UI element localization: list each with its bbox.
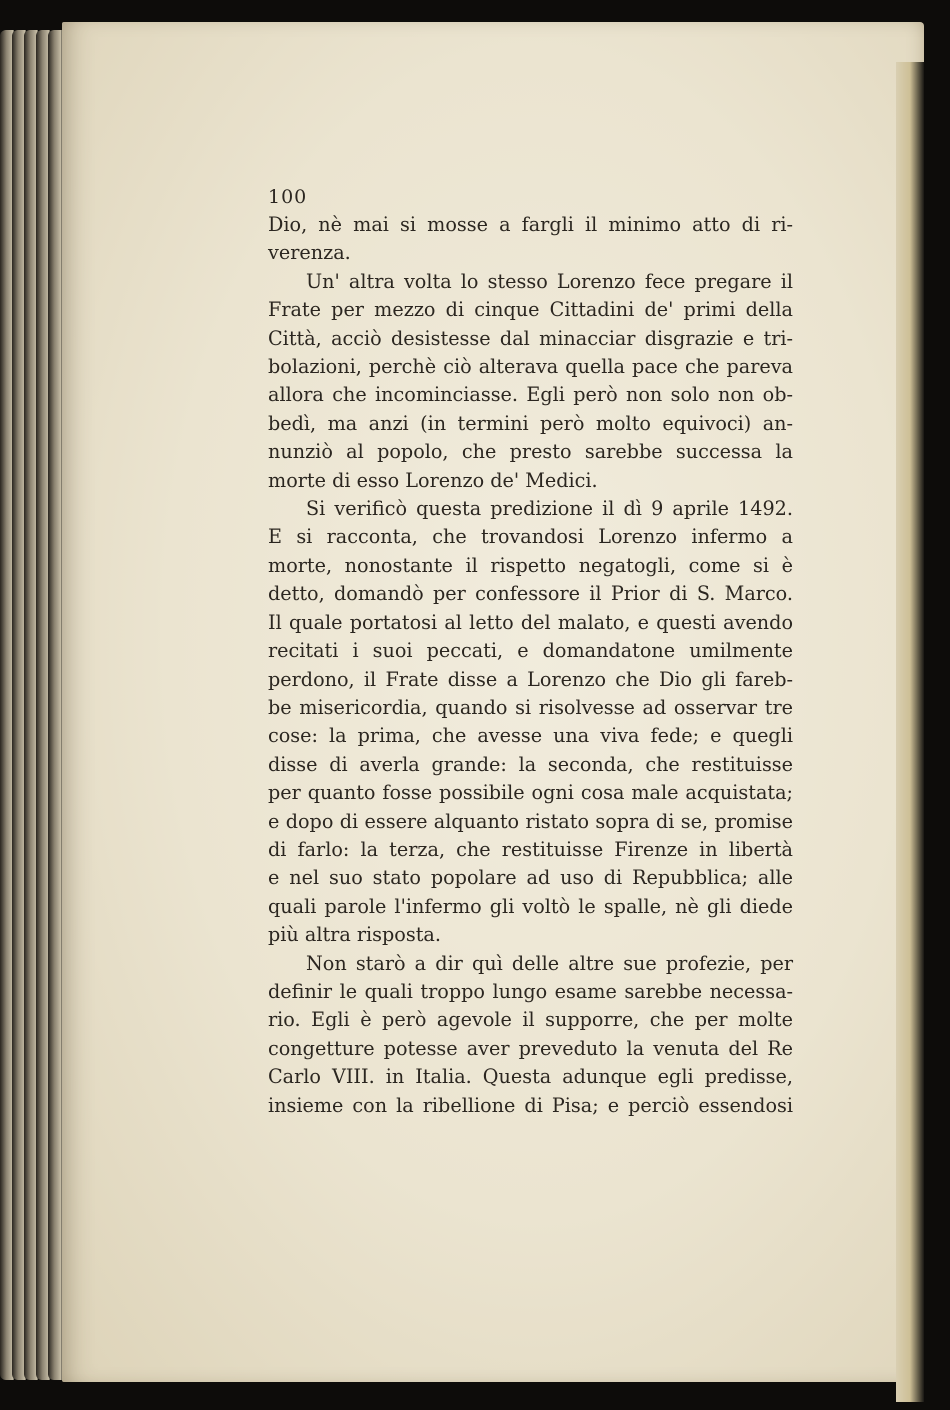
text-line: Carlo VIII. in Italia. Questa adunque egli predisse, [268,1065,793,1089]
text-line: e dopo di essere alquanto ristato sopra di se, promise [268,809,793,833]
text-line: detto, domandò per confessore il Prior di S. Marco. [268,582,793,606]
text-line: allora che incominciasse. Egli però non solo non ob- [268,383,793,407]
text-line: cose: la prima, che avesse una viva fede; e quegli [268,724,793,748]
text-line: bolazioni, perchè ciò alterava quella pace che pareva [268,355,793,379]
text-line: bedì, ma anzi (in termini però molto equivoci) an- [268,411,793,435]
text-line: recitati i suoi peccati, e domandatone umilmente [268,639,793,663]
text-line: Il quale portatosi al letto del malato, e questi avendo [268,610,793,634]
text-line: be misericordia, quando si risolvesse ad osservar tre [268,695,793,719]
text-line: morte di esso Lorenzo de' Medici. [268,468,598,492]
text-line: definir le quali troppo lungo esame sarebbe necessa- [268,979,793,1003]
text-line: Frate per mezzo di cinque Cittadini de' primi della [268,298,793,322]
text-line: Un' altra volta lo stesso Lorenzo fece pregare il [306,269,793,293]
text-line: Città, acciò desistesse dal minacciar disgrazie e tri- [268,326,793,350]
text-line: perdono, il Frate disse a Lorenzo che Dio gli fareb- [268,667,793,691]
text-block [268,183,798,1120]
page-right-edge [896,62,924,1402]
text-line: e nel suo stato popolare ad uso di Repubblica; alle [268,866,793,890]
text-line: nunziò al popolo, che presto sarebbe successa la [268,440,793,464]
text-line: di farlo: la terza, che restituisse Firenze in libertà [268,837,793,861]
text-line: insieme con la ribellione di Pisa; e perciò essendosi [268,1093,793,1117]
text-line: congetture potesse aver preveduto la venuta del Re [268,1036,793,1060]
text-line: morte, nonostante il rispetto negatogli, come si è [268,553,793,577]
page-number: 100 [268,186,308,208]
page-edge [48,30,62,1380]
text-line: quali parole l'infermo gli voltò le spalle, nè gli diede [268,894,793,918]
text-line: rio. Egli è però agevole il supporre, che per molte [268,1008,793,1032]
text-line: più altra risposta. [268,923,441,947]
text-line: Dio, nè mai si mosse a fargli il minimo atto di ri- [268,213,793,236]
text-line: Non starò a dir quì delle altre sue profezie, per [306,951,793,975]
body-text [268,211,798,1120]
text-line: disse di averla grande: la seconda, che restituisse [268,752,793,776]
text-line: per quanto fosse possibile ogni cosa male acquistata; [268,781,793,805]
text-line: verenza. [268,241,351,265]
text-line: E si racconta, che trovandosi Lorenzo infermo a [268,525,793,549]
text-line: Si verificò questa predizione il dì 9 aprile 1492. [306,497,793,521]
